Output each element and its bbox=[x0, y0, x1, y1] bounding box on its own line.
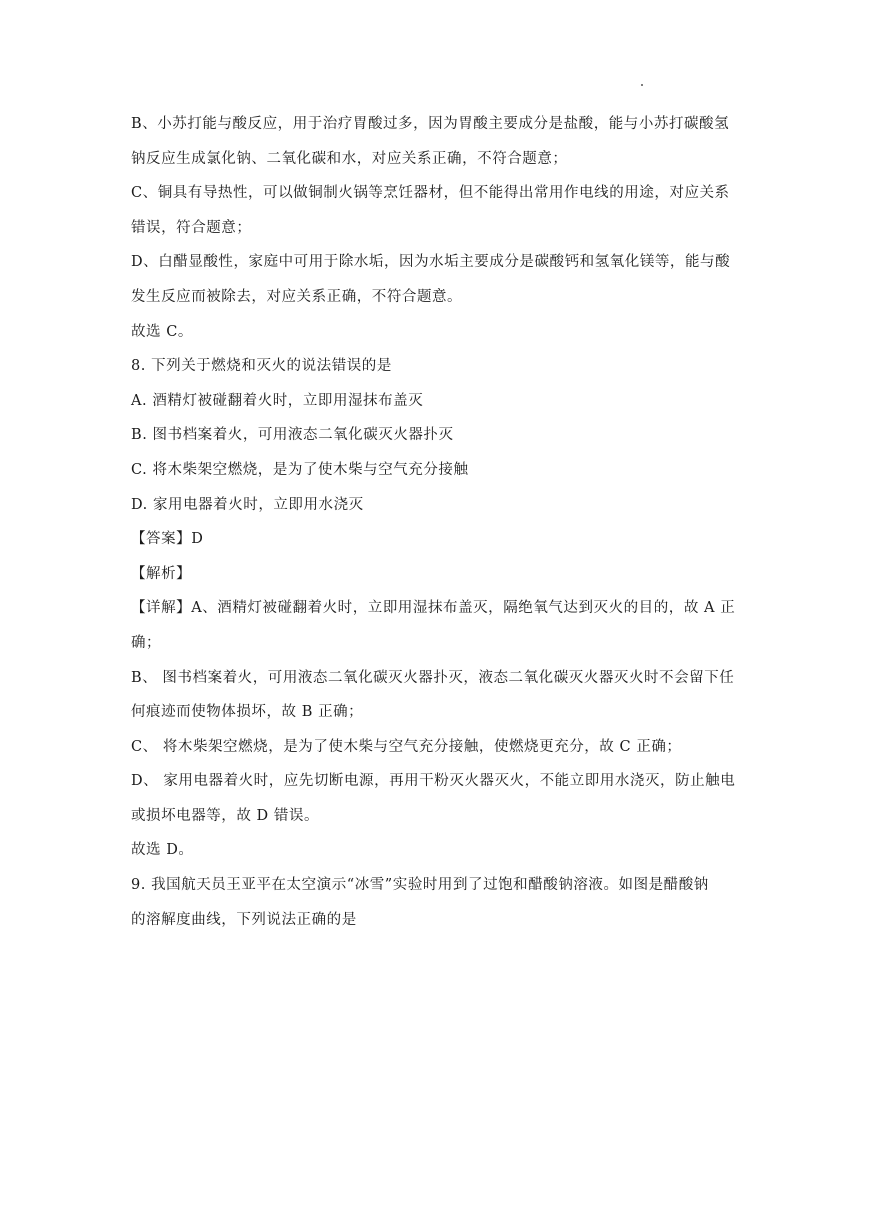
answer-label: 【答案】D bbox=[131, 531, 204, 548]
detail-a: 【详解】A、酒精灯被碰翻着火时，立即用湿抹布盖灭，隔绝氧气达到灭火的目的，故 A 正 bbox=[131, 600, 736, 617]
question-9-stem: 9. 我国航天员王亚平在太空演示“冰雪”实验时用到了过饱和醋酸钠溶液。如图是醋酸钠 bbox=[131, 877, 709, 894]
text-line-c-explanation: C、铜具有导热性，可以做铜制火锅等烹饪器材，但不能得出常用作电线的用途，对应关系 bbox=[131, 185, 730, 202]
detail-b: B、 图书档案着火，可用液态二氧化碳灭火器扑灭，液态二氧化碳灭火器灭火时不会留下任 bbox=[131, 669, 735, 686]
question-8-option-c: C. 将木柴架空燃烧，是为了使木柴与空气充分接触 bbox=[131, 461, 469, 478]
question-8-option-d: D. 家用电器着火时，立即用水浇灭 bbox=[131, 496, 364, 513]
detail-d-cont: 或损坏电器等，故 D 错误。 bbox=[131, 807, 320, 824]
text-line-b-explanation: B、小苏打能与酸反应，用于治疗胃酸过多，因为胃酸主要成分是盐酸，能与小苏打碳酸氢 bbox=[131, 116, 730, 132]
detail-c: C、 将木柴架空燃烧，是为了使木柴与空气充分接触，使燃烧更充分，故 C 正确； bbox=[131, 738, 682, 755]
detail-a-cont: 确； bbox=[131, 634, 162, 651]
question-9-stem-cont: 的溶解度曲线，下列说法正确的是 bbox=[131, 911, 357, 928]
text-line-d-explanation: D、白醋显酸性，家庭中可用于除水垢，因为水垢主要成分是碳酸钙和氢氧化镁等，能与酸 bbox=[131, 254, 731, 271]
question-8-option-b: B. 图书档案着火，可用液态二氧化碳灭火器扑灭 bbox=[131, 427, 454, 444]
detail-d: D、 家用电器着火时，应先切断电源，再用干粉灭火器灭火，不能立即用水浇灭，防止触电 bbox=[131, 773, 736, 790]
text-line-c-explanation-cont: 错误，符合题意； bbox=[131, 219, 252, 236]
answer-choice-q8: 故选 D。 bbox=[131, 842, 194, 859]
answer-choice-q7: 故选 C。 bbox=[131, 323, 193, 340]
page-mark bbox=[641, 84, 643, 86]
detail-b-cont: 何痕迹而使物体损坏，故 B 正确； bbox=[131, 704, 364, 721]
question-8-option-a: A. 酒精灯被碰翻着火时，立即用湿抹布盖灭 bbox=[131, 392, 424, 409]
question-8-stem: 8. 下列关于燃烧和灭火的说法错误的是 bbox=[131, 358, 392, 375]
document-body bbox=[131, 107, 741, 937]
text-line-b-explanation-cont: 钠反应生成氯化钠、二氧化碳和水，对应关系正确，不符合题意； bbox=[131, 150, 568, 167]
text-line-d-explanation-cont: 发生反应而被除去，对应关系正确，不符合题意。 bbox=[131, 288, 463, 305]
analysis-label: 【解析】 bbox=[131, 565, 192, 582]
